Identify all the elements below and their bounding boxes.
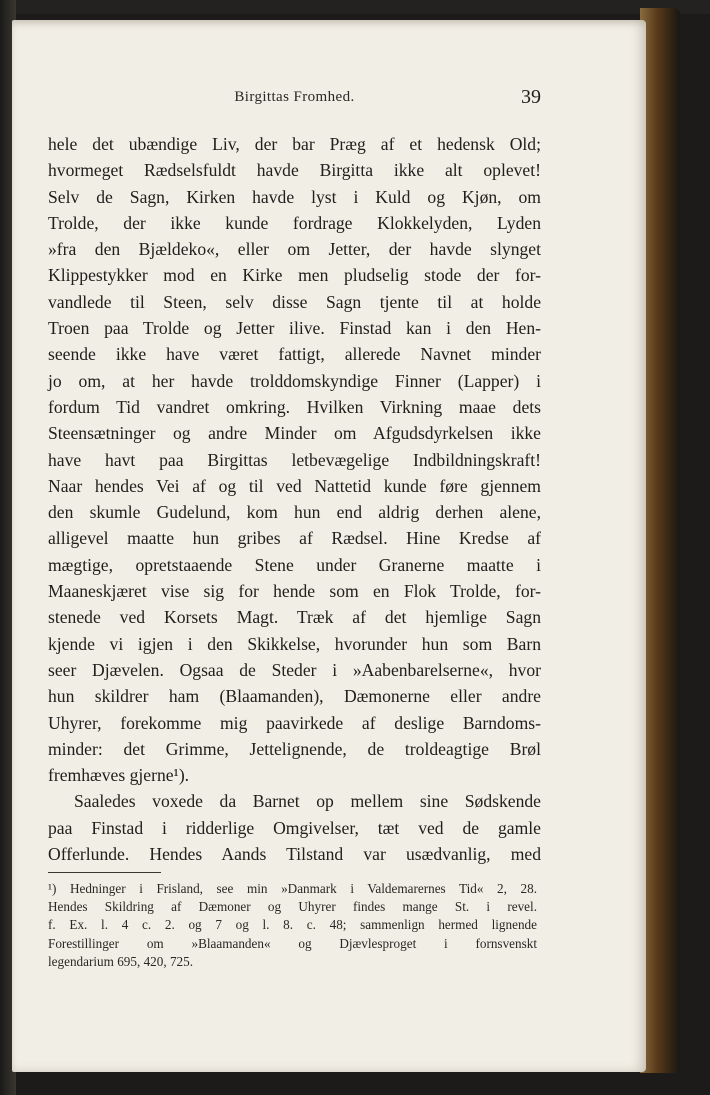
footnote-line: Hendes Skildring af Dæmoner og Uhyrer findes mange St. i revel. xyxy=(48,899,537,915)
footnote-line-text: Hedninger i Frisland, see min »Danmark i Valdemarernes Tid« 2, 28. xyxy=(69,881,538,896)
text-line: Maaneskjæret vise sig for hende som en Flok Trolde, for- xyxy=(48,581,541,602)
text-line: seende ikke have været fattigt, allerede Navnet minder xyxy=(48,344,541,365)
footnote xyxy=(48,880,537,971)
text-line: Uhyrer, forekomme mig paavirkede af deslige Barndoms- xyxy=(48,712,541,733)
text-line: jo om, at her havde trolddomskyndige Finner (Lapper) i xyxy=(48,370,541,391)
footnote-separator xyxy=(48,872,161,873)
footnote-marker: ¹) xyxy=(48,881,57,896)
text-line: kjende vi igjen i den Skikkelse, hvorunder hun som Barn xyxy=(48,633,541,654)
page-header xyxy=(48,86,541,112)
text-line: Offerlunde. Hendes Aands Tilstand var usædvanlig, med xyxy=(48,844,541,865)
text-line: Naar hendes Vei af og til ved Nattetid kunde føre gjennem xyxy=(48,475,541,496)
footnote-line: legendarium 695, 420, 725. xyxy=(48,953,194,969)
text-line: Trolde, der ikke kunde fordrage Klokkelyden, Lyden xyxy=(48,212,541,233)
text-line: hvormeget Rædselsfuldt havde Birgitta ikke alt oplevet! xyxy=(48,160,541,181)
text-line: mægtige, opretstaaende Stene under Granerne maatte i xyxy=(48,554,541,575)
text-line: Klippestykker mod en Kirke men pludselig stode der for- xyxy=(48,265,541,286)
text-line: alligevel maatte hun gribes af Rædsel. Hine Kredse af xyxy=(48,528,541,549)
text-line: hun skildrer ham (Blaamanden), Dæmonerne eller andre xyxy=(48,686,541,707)
footnote-line: f. Ex. l. 4 c. 2. og 7 og l. 8. c. 48; sammenlign hermed lignende xyxy=(48,917,537,933)
text-line: Saaledes voxede da Barnet op mellem sine Sødskende xyxy=(74,791,541,812)
text-line: seer Djævelen. Ogsaa de Steder i »Aabenbarelserne«, hvor xyxy=(48,659,541,680)
text-line: fordum Tid vandret omkring. Hvilken Virkning maae dets xyxy=(48,396,541,417)
text-line: hele det ubændige Liv, der bar Præg af et hedensk Old; xyxy=(48,134,541,154)
text-line: have havt paa Birgittas letbevægelige Indbildningskraft! xyxy=(48,449,541,470)
text-line: Selv de Sagn, Kirken havde lyst i Kuld og Kjøn, om xyxy=(48,186,541,207)
text-line: Troen paa Trolde og Jetter ilive. Finstad kan i den Hen- xyxy=(48,318,541,339)
page-number: 39 xyxy=(521,86,541,108)
text-line: »fra den Bjældeko«, eller om Jetter, der havde slynget xyxy=(48,239,541,260)
text-line: vandlede til Steen, selv disse Sagn tjente til at holde xyxy=(48,291,541,312)
body-text xyxy=(48,131,541,867)
text-line: fremhæves gjerne¹). xyxy=(48,765,190,786)
book-edge xyxy=(640,8,680,1073)
running-head: Birgittas Fromhed. xyxy=(234,89,355,105)
text-line: den skumle Gudelund, kom hun end aldrig derhen alene, xyxy=(48,502,541,523)
text-line: stenede ved Korsets Magt. Træk af det hjemlige Sagn xyxy=(48,607,541,628)
footnote-line xyxy=(48,880,537,898)
scan-backdrop-top xyxy=(0,0,710,14)
text-line: minder: det Grimme, Jettelignende, de troldeagtige Brøl xyxy=(48,738,541,759)
footnote-line: Forestillinger om »Blaamanden« og Djævlesproget i fornsvenskt xyxy=(48,935,537,951)
text-line: paa Finstad i ridderlige Omgivelser, tæt ved de gamle xyxy=(48,817,541,838)
text-line: Steensætninger og andre Minder om Afgudsdyrkelsen ikke xyxy=(48,423,541,444)
